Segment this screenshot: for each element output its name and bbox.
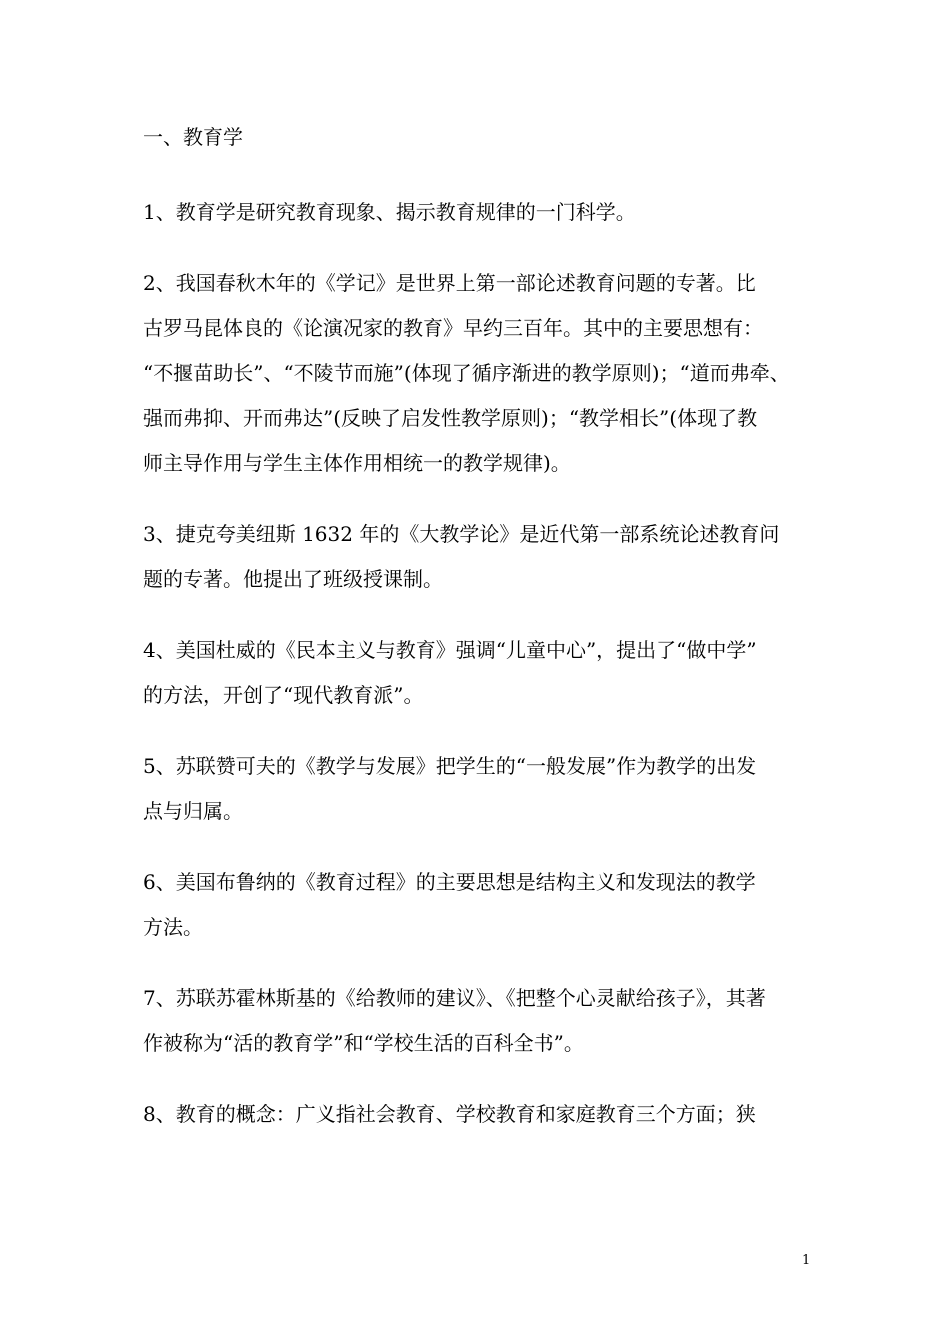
- paragraph-3: [143, 512, 808, 602]
- document-body: [143, 115, 808, 1163]
- paragraph-line: 3、捷克夸美纽斯 1632 年的《大教学论》是近代第一部系统论述教育问: [143, 522, 780, 546]
- paragraph-line: 强而弗抑、开而弗达”(反映了启发性教学原则)；“教学相长”(体现了教: [143, 406, 758, 430]
- paragraph-1: [143, 190, 808, 235]
- paragraph-line: “不揠苗助长”、“不陵节而施”(体现了循序渐进的教学原则)；“道而弗牵、: [143, 361, 790, 385]
- paragraph-line: 4、美国杜威的《民本主义与教育》强调“儿童中心”，提出了“做中学”: [143, 638, 757, 662]
- paragraph-line: 师主导作用与学生主体作用相统一的教学规律)。: [143, 451, 571, 475]
- paragraph-line: 8、教育的概念：广义指社会教育、学校教育和家庭教育三个方面；狭: [143, 1102, 756, 1126]
- paragraph-line: 题的专著。他提出了班级授课制。: [143, 567, 443, 591]
- paragraph-line: 6、美国布鲁纳的《教育过程》的主要思想是结构主义和发现法的教学: [143, 870, 756, 894]
- paragraph-line: 点与归属。: [143, 799, 243, 823]
- paragraph-6: [143, 860, 808, 950]
- paragraph-line: 5、苏联赞可夫的《教学与发展》把学生的“一般发展”作为教学的出发: [143, 754, 757, 778]
- paragraph-2: [143, 261, 808, 486]
- paragraph-5: [143, 744, 808, 834]
- paragraph-line: 2、我国春秋木年的《学记》是世界上第一部论述教育问题的专著。比: [143, 271, 756, 295]
- page-number: 1: [802, 1253, 811, 1268]
- paragraph-line: 1、教育学是研究教育现象、揭示教育规律的一门科学。: [143, 200, 636, 224]
- paragraph-7: [143, 976, 808, 1066]
- paragraph-line: 作被称为“活的教育学”和“学校生活的百科全书”。: [143, 1031, 584, 1055]
- paragraph-line: 古罗马昆体良的《论演况家的教育》早约三百年。其中的主要思想有：: [143, 316, 763, 340]
- paragraph-8: [143, 1092, 808, 1137]
- paragraph-4: [143, 628, 808, 718]
- paragraph-line: 7、苏联苏霍林斯基的《给教师的建议》、《把整个心灵献给孩子》，其著: [143, 986, 766, 1010]
- paragraph-line: 方法。: [143, 915, 203, 939]
- section-heading: 一、教育学: [143, 125, 243, 149]
- paragraph-line: 的方法，开创了“现代教育派”。: [143, 683, 424, 707]
